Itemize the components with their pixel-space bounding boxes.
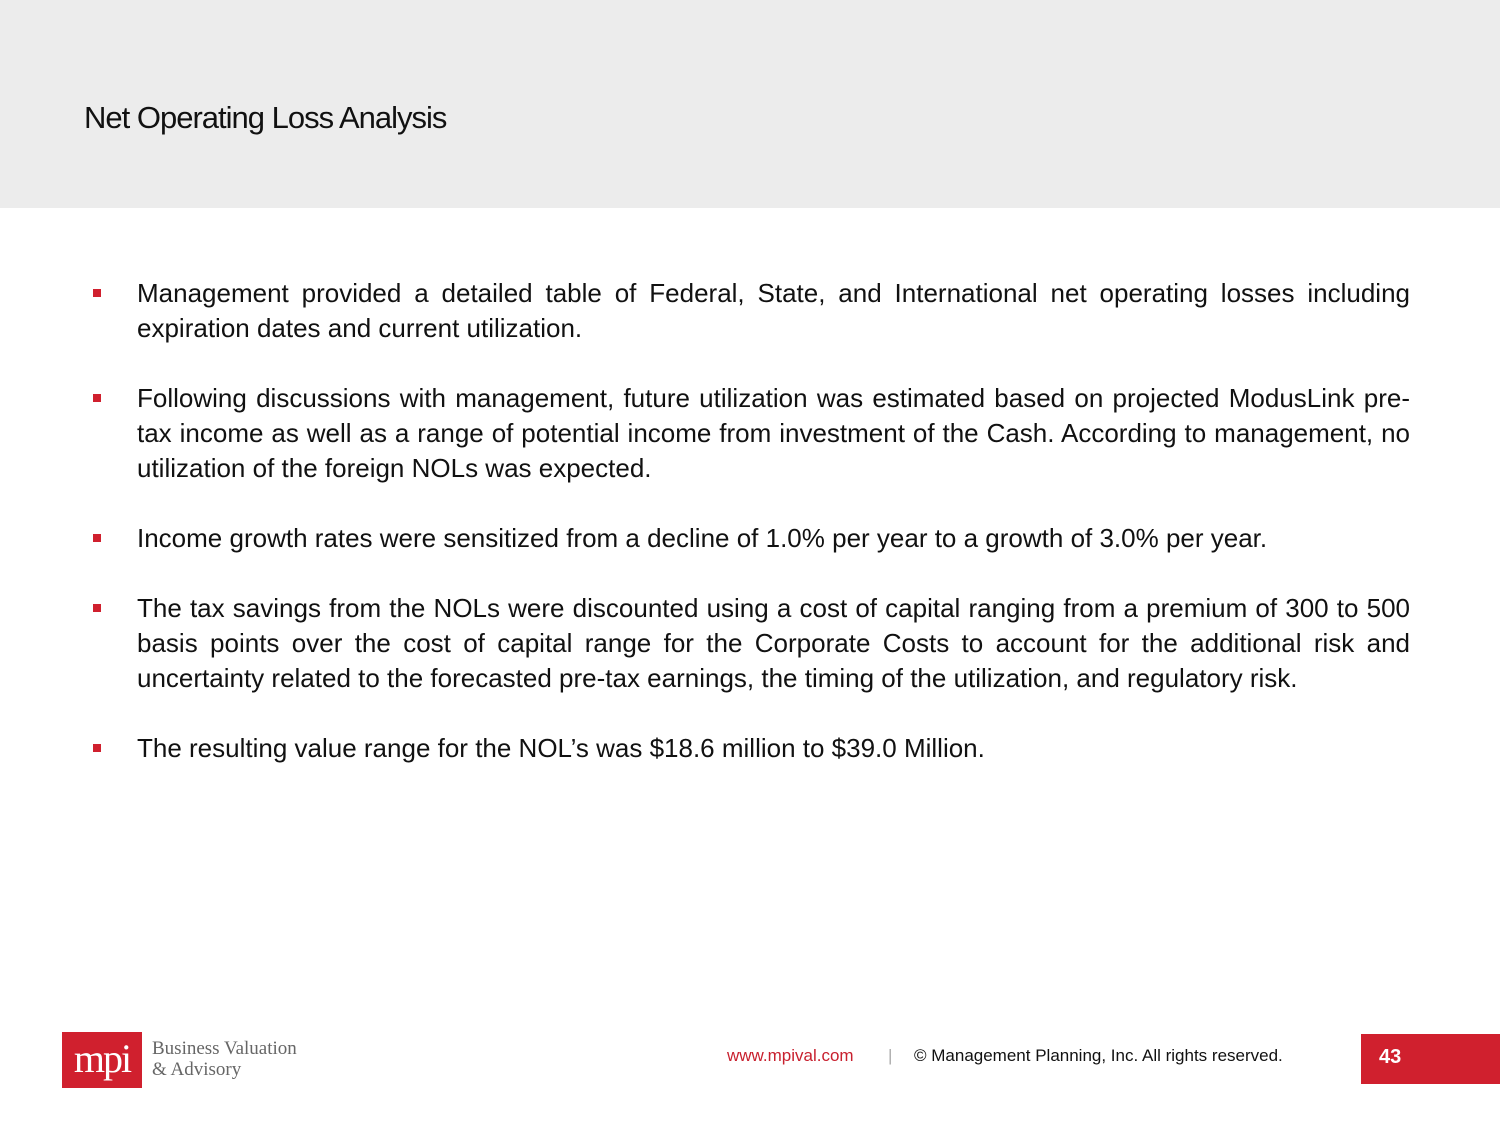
logo-tagline-line2: & Advisory	[152, 1059, 242, 1080]
footer-separator: |	[888, 1046, 893, 1065]
bullet-text: Income growth rates were sensitized from a decline of 1.0% per year to a growth of 3.0% per year.	[137, 523, 1268, 553]
logo-tagline-line1: Business Valuation	[152, 1038, 297, 1059]
square-bullet-icon	[93, 604, 101, 612]
square-bullet-icon	[93, 744, 101, 752]
page-title: Net Operating Loss Analysis	[84, 100, 447, 135]
website-link[interactable]: www.mpival.com	[727, 1046, 854, 1065]
list-item	[90, 276, 1410, 346]
square-bullet-icon	[93, 289, 101, 297]
bullet-text: The resulting value range for the NOL’s was $18.6 million to $39.0 Million.	[137, 733, 985, 763]
list-item	[90, 521, 1410, 556]
logo-tagline	[152, 1038, 297, 1080]
header-band	[0, 0, 1500, 208]
list-item	[90, 591, 1410, 696]
logo-mark: mpi	[73, 1036, 131, 1081]
square-bullet-icon	[93, 534, 101, 542]
bullet-text: Management provided a detailed table of Federal, State, and International net operating losses including expiration dates and current utilization.	[137, 278, 1410, 343]
bullet-text: The tax savings from the NOLs were discounted using a cost of capital ranging from a premium of 300 to 500 basis points over the cost of capital range for the Corporate Costs to account for the additional risk and uncertainty related to the forecasted pre-tax earnings, the timing of the utilization, and regulatory risk.	[137, 593, 1410, 693]
list-item	[90, 381, 1410, 486]
page-number-box	[1361, 1034, 1500, 1084]
square-bullet-icon	[93, 394, 101, 402]
logo-box	[62, 1032, 142, 1088]
page-number: 43	[1379, 1046, 1402, 1068]
bullet-list	[90, 276, 1410, 801]
bullet-text: Following discussions with management, future utilization was estimated based on projected ModusLink pre-tax income as well as a range of potential income from investment of the Cash. According to management, no utilization of the foreign NOLs was expected.	[137, 383, 1410, 483]
copyright-text: © Management Planning, Inc. All rights reserved.	[914, 1046, 1283, 1065]
list-item	[90, 731, 1410, 766]
